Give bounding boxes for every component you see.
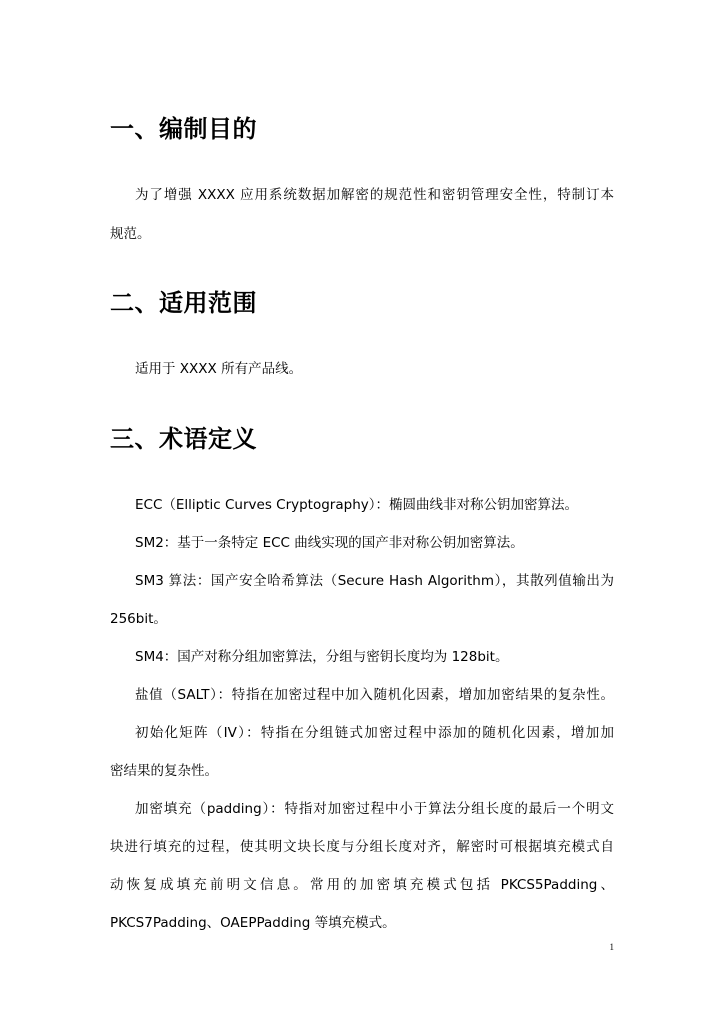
purpose-line-2: 规范。 <box>110 226 151 242</box>
page-number: 1 <box>609 942 614 952</box>
term-padding-line-3: 动恢复成填充前明文信息。常用的加密填充模式包括 PKCS5Padding、 <box>110 877 614 893</box>
term-sm2: SM2：基于一条特定 ECC 曲线实现的国产非对称公钥加密算法。 <box>135 535 524 551</box>
term-iv-line-2: 密结果的复杂性。 <box>110 763 218 779</box>
term-sm4: SM4：国产对称分组加密算法，分组与密钥长度均为 128bit。 <box>135 649 509 665</box>
heading-purpose: 一、编制目的 <box>110 115 257 143</box>
term-padding-line-2: 块进行填充的过程，使其明文块长度与分组长度对齐，解密时可根据填充模式自 <box>110 839 614 855</box>
scope-line-1: 适用于 XXXX 所有产品线。 <box>135 361 303 377</box>
term-padding-line-4: PKCS7Padding、OAEPPadding 等填充模式。 <box>110 915 396 931</box>
term-salt: 盐值（SALT）：特指在加密过程中加入随机化因素，增加加密结果的复杂性。 <box>135 687 614 703</box>
term-sm3-line-1: SM3 算法：国产安全哈希算法（Secure Hash Algorithm），其散列值输出为 <box>135 573 614 589</box>
term-sm3-line-2: 256bit。 <box>110 611 167 627</box>
purpose-line-1: 为了增强 XXXX 应用系统数据加解密的规范性和密钥管理安全性，特制订本 <box>135 187 614 203</box>
term-padding-line-1: 加密填充（padding）：特指对加密过程中小于算法分组长度的最后一个明文 <box>135 801 614 817</box>
heading-scope: 二、适用范围 <box>110 289 257 317</box>
heading-terms: 三、术语定义 <box>110 425 257 453</box>
term-iv-line-1: 初始化矩阵（IV）：特指在分组链式加密过程中添加的随机化因素，增加加 <box>135 725 614 741</box>
term-ecc: ECC（Elliptic Curves Cryptography）：椭圆曲线非对称公钥加密算法。 <box>135 497 578 513</box>
